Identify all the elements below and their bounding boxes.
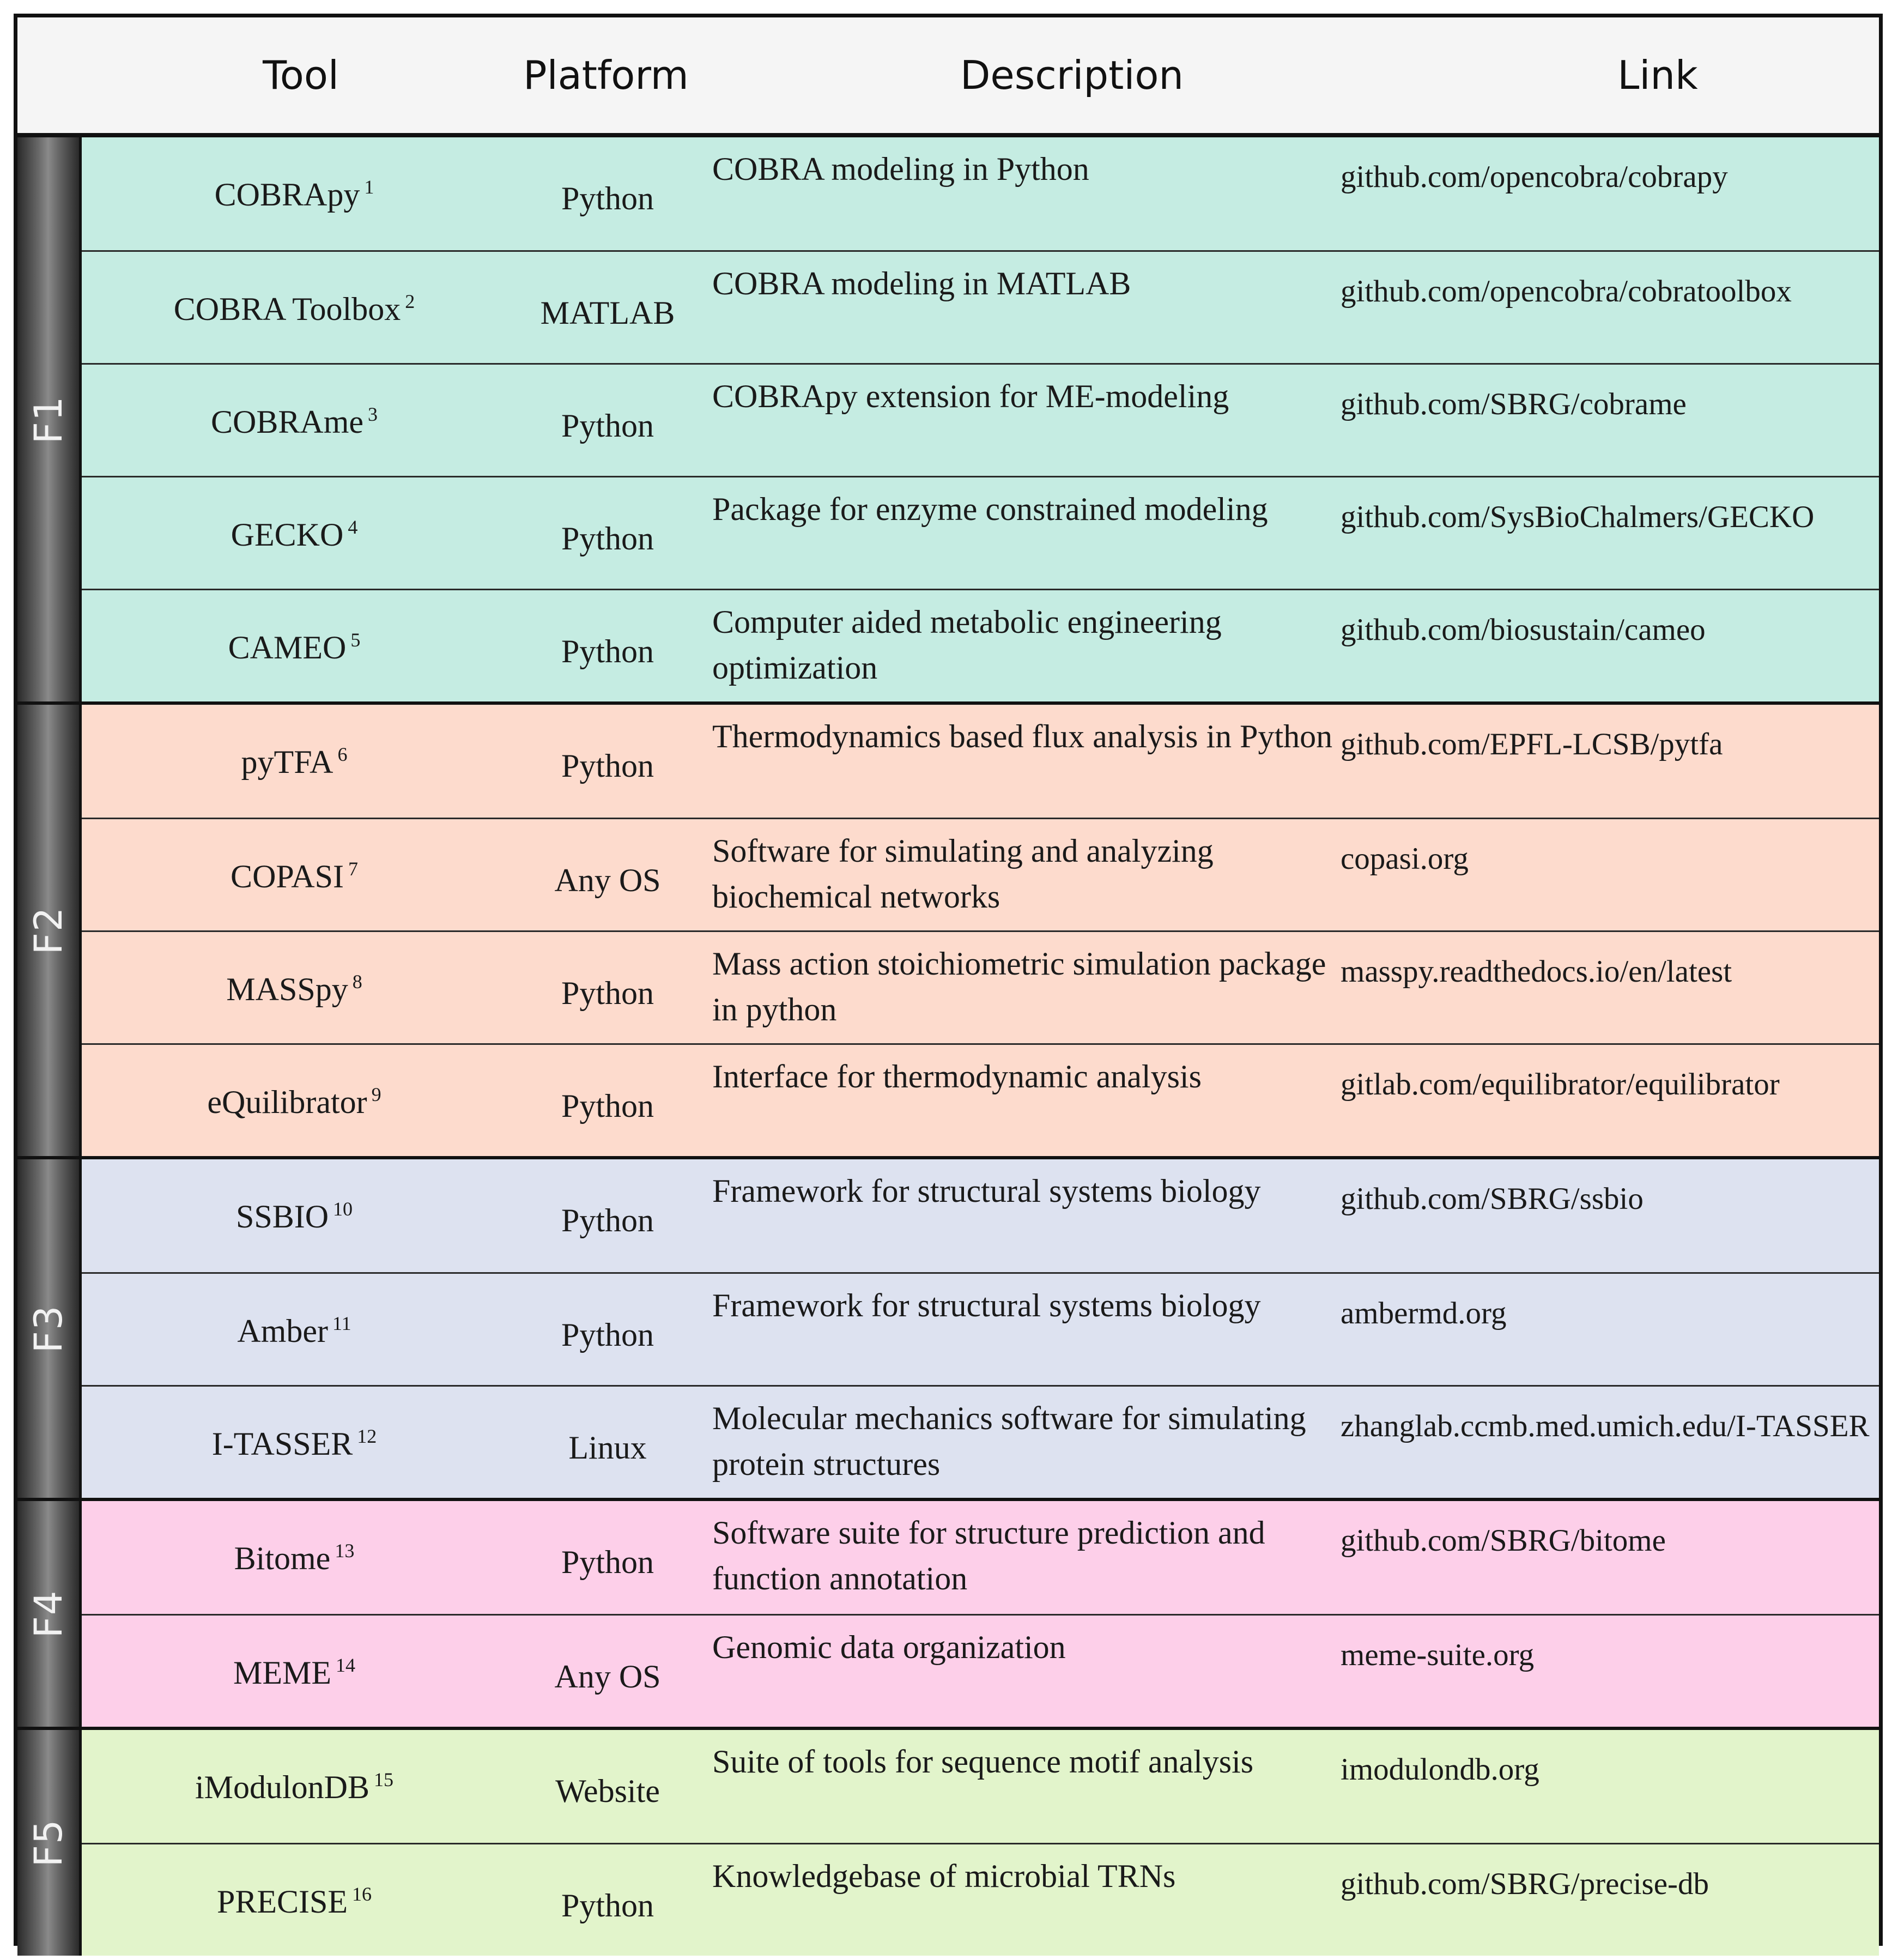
platform-cell: Python bbox=[561, 180, 654, 216]
tool-cell bbox=[82, 1654, 507, 1692]
link-cell[interactable]: imodulondb.org bbox=[1341, 1752, 1539, 1787]
tool-ref: 14 bbox=[336, 1654, 355, 1676]
description-cell: Thermodynamics based flux analysis in Python bbox=[712, 718, 1333, 754]
header-tool: Tool bbox=[263, 52, 339, 98]
link-cell[interactable]: github.com/opencobra/cobratoolbox bbox=[1341, 274, 1792, 308]
platform-cell: Python bbox=[561, 521, 654, 556]
tool-ref: 10 bbox=[333, 1198, 353, 1220]
tool-name: COPASI bbox=[231, 858, 344, 894]
group-label bbox=[17, 1730, 82, 1956]
table-row bbox=[82, 363, 1879, 476]
link-cell[interactable]: ambermd.org bbox=[1341, 1296, 1507, 1330]
group-label-text: F3 bbox=[26, 1304, 71, 1353]
tools-table bbox=[14, 14, 1883, 1946]
description-cell: Interface for thermodynamic analysis bbox=[712, 1058, 1202, 1094]
table-row bbox=[82, 1043, 1879, 1156]
group-f5 bbox=[17, 1730, 1879, 1956]
table-row bbox=[82, 476, 1879, 589]
table-row bbox=[82, 1159, 1879, 1272]
group-label bbox=[17, 137, 82, 701]
table-row bbox=[82, 1843, 1879, 1956]
link-cell[interactable]: github.com/EPFL-LCSB/pytfa bbox=[1341, 727, 1723, 761]
platform-cell: Python bbox=[561, 1544, 654, 1580]
platform-cell: Any OS bbox=[554, 862, 661, 898]
group-f3 bbox=[17, 1159, 1879, 1498]
tool-name: GECKO bbox=[231, 517, 344, 553]
description-cell: Suite of tools for sequence motif analysis bbox=[712, 1744, 1254, 1780]
group-label-text: F1 bbox=[26, 395, 71, 444]
tool-ref: 3 bbox=[368, 403, 378, 425]
table-row bbox=[82, 1385, 1879, 1498]
table-row bbox=[82, 930, 1879, 1043]
table-row bbox=[82, 137, 1879, 250]
tool-cell bbox=[82, 970, 507, 1008]
tool-cell bbox=[82, 1768, 507, 1806]
tool-name: PRECISE bbox=[216, 1884, 348, 1920]
platform-cell: Any OS bbox=[554, 1659, 661, 1695]
platform-cell: Python bbox=[561, 408, 654, 444]
tool-cell bbox=[82, 1539, 507, 1577]
table-row bbox=[82, 1501, 1879, 1614]
link-cell[interactable]: meme-suite.org bbox=[1341, 1638, 1535, 1672]
tool-cell bbox=[82, 1312, 507, 1350]
tool-ref: 2 bbox=[405, 291, 415, 312]
tool-name: COBRApy bbox=[214, 177, 360, 213]
group-f4 bbox=[17, 1501, 1879, 1727]
table-row bbox=[82, 1730, 1879, 1843]
tool-name: iModulonDB bbox=[195, 1769, 370, 1805]
header-platform: Platform bbox=[523, 52, 689, 98]
link-cell[interactable]: masspy.readthedocs.io/en/latest bbox=[1341, 954, 1732, 989]
description-cell: Framework for structural systems biology bbox=[712, 1287, 1261, 1323]
platform-cell: Python bbox=[561, 1317, 654, 1353]
link-cell[interactable]: github.com/opencobra/cobrapy bbox=[1341, 160, 1728, 194]
tool-cell bbox=[82, 628, 507, 667]
platform-cell: Python bbox=[561, 633, 654, 669]
table-row bbox=[82, 589, 1879, 701]
table-row bbox=[82, 818, 1879, 930]
tool-ref: 8 bbox=[352, 971, 362, 993]
link-cell[interactable]: github.com/SBRG/ssbio bbox=[1341, 1182, 1644, 1216]
tool-cell bbox=[82, 743, 507, 781]
tool-name: CAMEO bbox=[228, 630, 347, 666]
tool-cell bbox=[82, 516, 507, 554]
tool-cell bbox=[82, 1425, 507, 1463]
tool-cell bbox=[82, 1083, 507, 1121]
tool-ref: 16 bbox=[352, 1883, 372, 1905]
tool-name: MASSpy bbox=[226, 971, 348, 1007]
header-link: Link bbox=[1617, 52, 1698, 98]
tool-ref: 5 bbox=[350, 629, 361, 651]
group-label-text: F5 bbox=[26, 1818, 71, 1867]
link-cell[interactable]: zhanglab.ccmb.med.umich.edu/I-TASSER bbox=[1341, 1409, 1870, 1443]
link-cell[interactable]: github.com/SBRG/precise-db bbox=[1341, 1867, 1709, 1901]
description-cell: Genomic data organization bbox=[712, 1629, 1066, 1665]
header-description: Description bbox=[960, 52, 1184, 98]
tool-cell bbox=[82, 403, 507, 441]
tool-ref: 12 bbox=[357, 1425, 377, 1447]
link-cell[interactable]: github.com/SBRG/bitome bbox=[1341, 1523, 1666, 1558]
group-label-text: F4 bbox=[26, 1589, 71, 1638]
platform-cell: Website bbox=[555, 1773, 660, 1809]
description-cell: Software for simulating and analyzing biochemical networks bbox=[712, 833, 1214, 915]
description-cell: Molecular mechanics software for simulating protein structures bbox=[712, 1400, 1306, 1482]
tool-ref: 9 bbox=[371, 1084, 381, 1105]
group-label bbox=[17, 705, 82, 1156]
description-cell: Software suite for structure prediction and function annotation bbox=[712, 1515, 1265, 1596]
group-label-text: F2 bbox=[26, 906, 71, 955]
tool-ref: 11 bbox=[332, 1312, 351, 1334]
tool-cell bbox=[82, 1883, 507, 1921]
tool-name: I-TASSER bbox=[211, 1426, 353, 1462]
table-header bbox=[17, 17, 1879, 137]
tool-cell bbox=[82, 290, 507, 328]
description-cell: Computer aided metabolic engineering optimization bbox=[712, 604, 1222, 686]
table-row bbox=[82, 1614, 1879, 1727]
group-f1 bbox=[17, 137, 1879, 701]
platform-cell: Python bbox=[561, 1202, 654, 1238]
group-label bbox=[17, 1159, 82, 1498]
tool-ref: 7 bbox=[348, 858, 358, 880]
table-row bbox=[82, 1272, 1879, 1385]
description-cell: COBRApy extension for ME-modeling bbox=[712, 378, 1229, 414]
platform-cell: Python bbox=[561, 1088, 654, 1124]
tool-name: Bitome bbox=[234, 1540, 331, 1576]
link-cell[interactable]: github.com/SBRG/cobrame bbox=[1341, 387, 1687, 421]
tool-cell bbox=[82, 176, 507, 214]
tool-name: Amber bbox=[237, 1313, 328, 1349]
link-cell[interactable]: github.com/biosustain/cameo bbox=[1341, 613, 1706, 647]
description-cell: Mass action stoichiometric simulation package in python bbox=[712, 946, 1326, 1027]
group-f2 bbox=[17, 705, 1879, 1156]
tool-name: SSBIO bbox=[235, 1199, 329, 1235]
platform-cell: MATLAB bbox=[540, 295, 675, 331]
tool-ref: 6 bbox=[337, 743, 348, 765]
description-cell: COBRA modeling in Python bbox=[712, 151, 1089, 187]
link-cell[interactable]: copasi.org bbox=[1341, 842, 1469, 876]
description-cell: COBRA modeling in MATLAB bbox=[712, 265, 1131, 301]
table-row bbox=[82, 250, 1879, 363]
tool-cell bbox=[82, 857, 507, 896]
tool-ref: 1 bbox=[364, 176, 374, 198]
group-label bbox=[17, 1501, 82, 1727]
tool-name: pyTFA bbox=[241, 744, 333, 780]
tool-name: COBRA Toolbox bbox=[173, 291, 401, 327]
description-cell: Knowledgebase of microbial TRNs bbox=[712, 1858, 1176, 1894]
platform-cell: Python bbox=[561, 975, 654, 1011]
link-cell[interactable]: gitlab.com/equilibrator/equilibrator bbox=[1341, 1067, 1780, 1102]
tool-ref: 13 bbox=[335, 1540, 355, 1562]
tool-name: eQuilibrator bbox=[207, 1084, 367, 1120]
description-cell: Framework for structural systems biology bbox=[712, 1173, 1261, 1209]
tool-name: COBRAme bbox=[210, 404, 364, 440]
platform-cell: Linux bbox=[568, 1430, 647, 1466]
platform-cell: Python bbox=[561, 748, 654, 784]
tool-ref: 15 bbox=[374, 1769, 394, 1790]
table-row bbox=[82, 705, 1879, 818]
link-cell[interactable]: github.com/SysBioChalmers/GECKO bbox=[1341, 500, 1815, 534]
platform-cell: Python bbox=[561, 1888, 654, 1923]
description-cell: Package for enzyme constrained modeling bbox=[712, 491, 1268, 527]
tool-ref: 4 bbox=[348, 516, 358, 538]
tool-cell bbox=[82, 1197, 507, 1236]
tool-name: MEME bbox=[233, 1655, 331, 1691]
